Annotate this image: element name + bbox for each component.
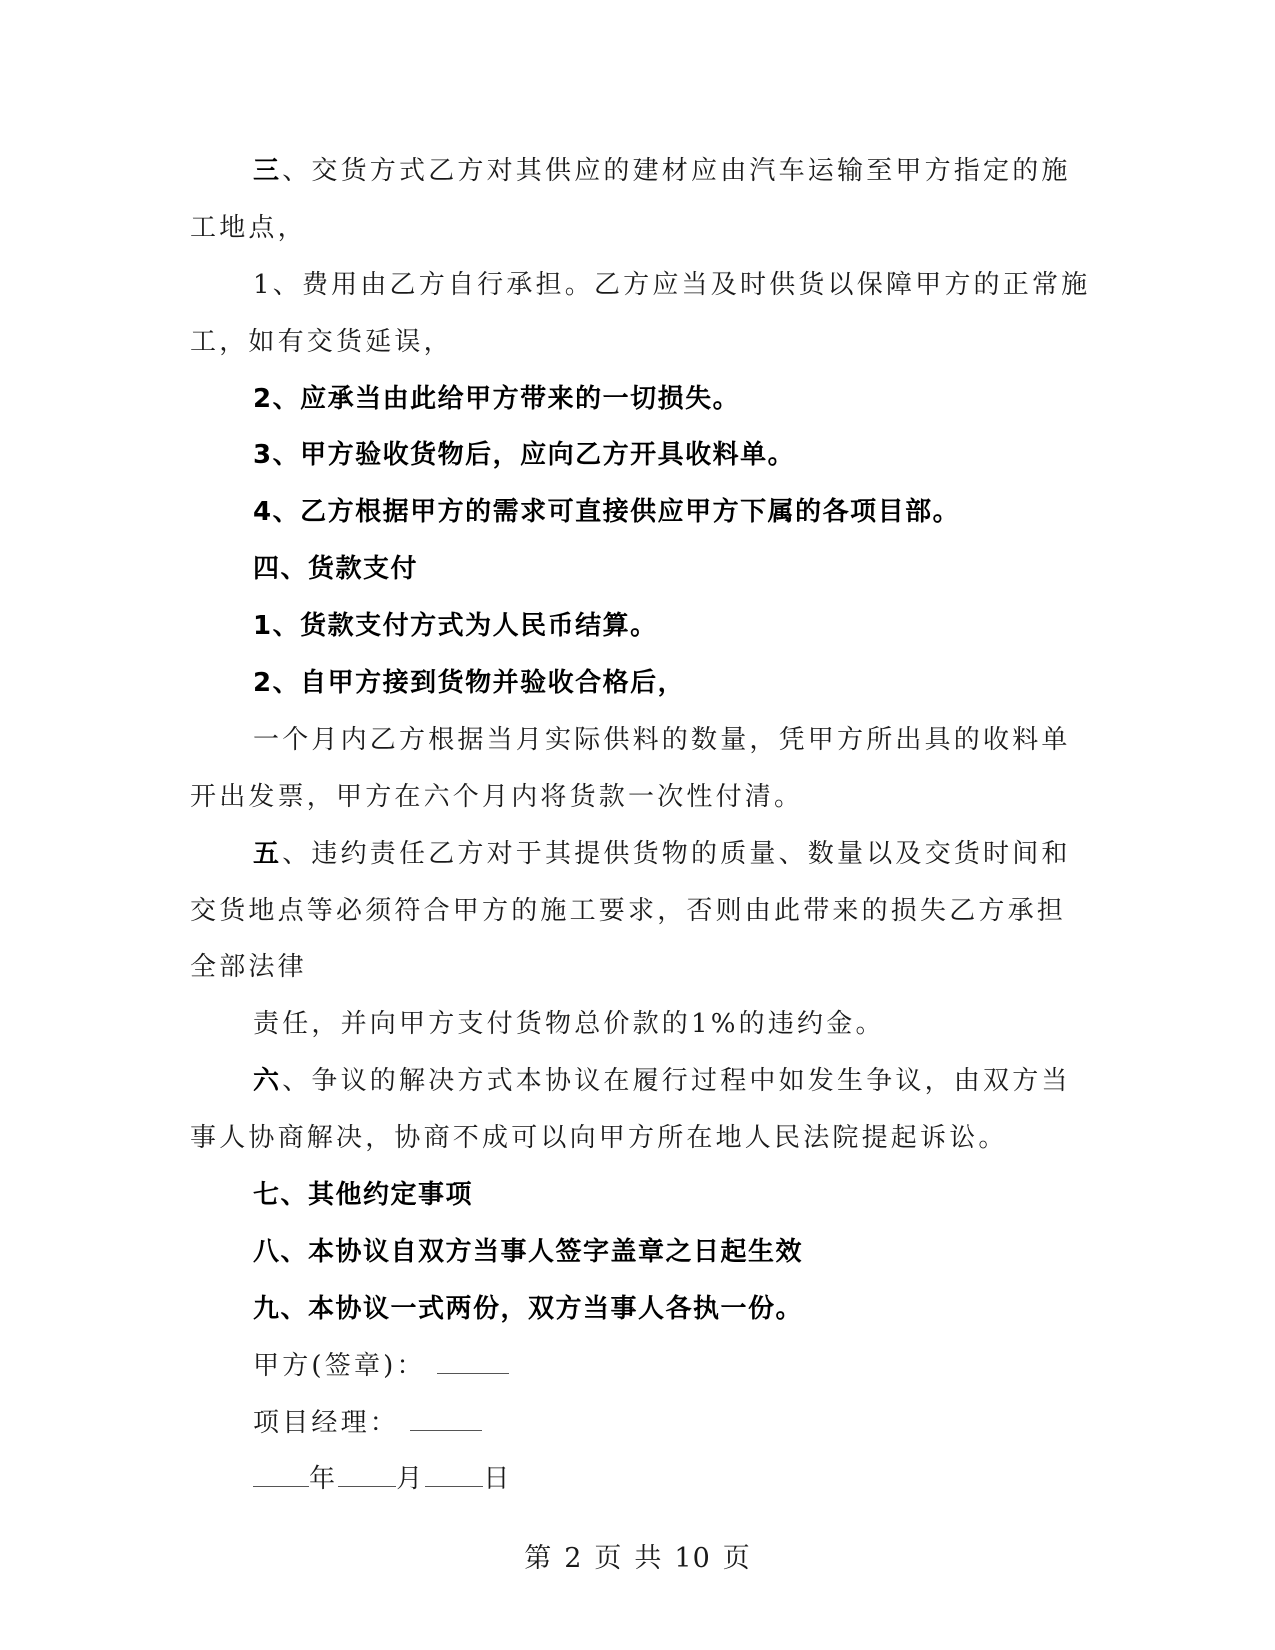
section-6-text: 、争议的解决方式本协议在履行过程中如发生争议，由双方当	[282, 1066, 1071, 1097]
section-5-text: 、违约责任乙方对于其提供货物的质量、数量以及交货时间和	[282, 838, 1071, 869]
clause-4-2-detail-line-2: 开出发票，甲方在六个月内将货款一次性付清。	[190, 781, 804, 812]
clause-3-4: 4、乙方根据甲方的需求可直接供应甲方下属的各项目部。	[253, 497, 961, 528]
clause-3-1-line-2: 工，如有交货延误，	[190, 326, 453, 357]
month-label: 月	[396, 1464, 426, 1495]
footer-suffix: 页	[722, 1543, 751, 1574]
footer-prefix: 第	[524, 1543, 553, 1574]
section-3-text: 、交货方式乙方对其供应的建材应由汽车运输至甲方指定的施	[282, 156, 1071, 186]
clause-4-2: 2、自甲方接到货物并验收合格后，	[253, 668, 686, 699]
clause-4-2-detail-line-1: 一个月内乙方根据当月实际供料的数量，凭甲方所出具的收料单	[253, 724, 1071, 755]
section-5-line-1	[190, 833, 1085, 890]
section-8-heading: 八、本协议自双方当事人签字盖章之日起生效	[253, 1236, 804, 1267]
day-blank	[425, 1462, 483, 1487]
section-7-heading: 七、其他约定事项	[253, 1180, 474, 1211]
footer-total-word: 共	[634, 1543, 663, 1574]
section-3-number: 三	[253, 156, 283, 186]
section-5-penalty: 责任，并向甲方支付货物总价款的1%的违约金。	[253, 1009, 885, 1040]
section-6-line-1	[190, 1060, 1085, 1117]
section-3-line-1	[190, 150, 1085, 207]
party-a-signature-label: 甲方(签章)：	[253, 1350, 426, 1381]
section-9-heading: 九、本协议一式两份，双方当事人各执一份。	[253, 1293, 804, 1324]
section-5-line-3: 全部法律	[190, 952, 307, 983]
day-label: 日	[483, 1464, 513, 1495]
section-3-line-2: 工地点，	[190, 212, 307, 243]
clause-3-3: 3、甲方验收货物后，应向乙方开具收料单。	[253, 440, 796, 471]
section-6-number: 六	[253, 1066, 283, 1097]
project-manager-label: 项目经理：	[253, 1407, 400, 1438]
footer-total-pages: 10	[674, 1543, 711, 1574]
document-body	[190, 150, 1091, 1515]
section-5-line-2: 交货地点等必须符合甲方的施工要求，否则由此带来的损失乙方承担	[190, 895, 1067, 926]
footer-page-word: 页	[594, 1543, 623, 1574]
date-line	[190, 1458, 1085, 1515]
party-a-signature-line	[190, 1345, 1085, 1402]
section-4-heading: 四、货款支付	[253, 554, 419, 585]
clause-3-2: 2、应承当由此给甲方带来的一切损失。	[253, 383, 741, 414]
section-5-number: 五	[253, 838, 283, 869]
year-blank	[253, 1462, 309, 1487]
section-6-line-2: 事人协商解决，协商不成可以向甲方所在地人民法院提起诉讼。	[190, 1123, 1008, 1154]
project-manager-line	[190, 1402, 1085, 1459]
party-a-signature-blank	[437, 1349, 509, 1374]
footer-current-page: 2	[564, 1543, 583, 1574]
year-label: 年	[309, 1464, 339, 1495]
clause-4-1: 1、货款支付方式为人民币结算。	[253, 611, 658, 642]
page-footer	[0, 1536, 1275, 1575]
month-blank	[338, 1462, 396, 1487]
project-manager-blank	[410, 1406, 482, 1431]
clause-3-1-line-1: 1、费用由乙方自行承担。乙方应当及时供货以保障甲方的正常施	[253, 269, 1091, 300]
